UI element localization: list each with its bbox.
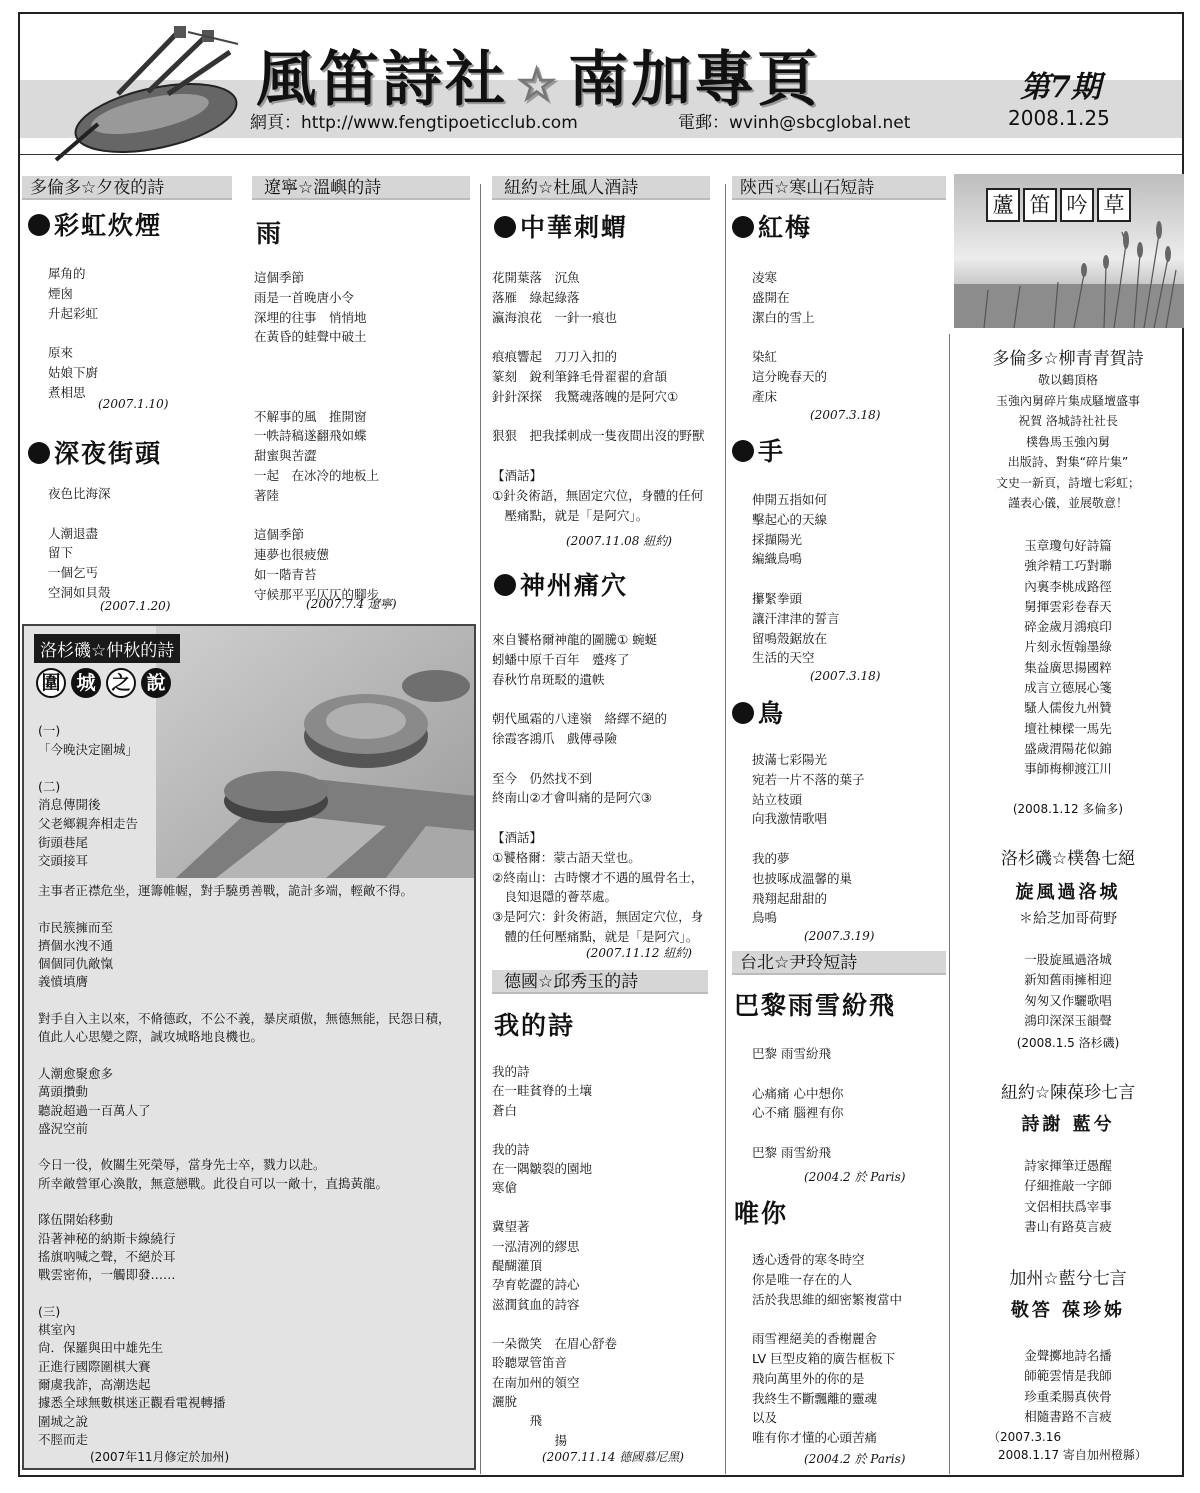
poem-line (752, 1309, 902, 1329)
col4-poem4-title: 巴黎雨雪紛飛 (734, 991, 897, 1020)
poem-line: 壓痛點，就是「是阿穴」。 (492, 507, 649, 523)
poem-line: 寒傖 (492, 1180, 518, 1196)
poem-line: 爾虞我詐，高潮迭起 (38, 1377, 151, 1393)
poem-line (48, 504, 111, 524)
dedication-line: 謹表心儀，並展敬意！ (1007, 496, 1128, 510)
col4-poem2-date: (2007.3.18) (810, 669, 881, 683)
bagpipe-illustration (38, 22, 258, 162)
poem-line: 攥緊拳頭 (752, 590, 803, 606)
poem-line: ①饕格爾：蒙古語天堂也。 (492, 849, 641, 865)
poem-line (752, 1064, 843, 1084)
col3-poem1-date: (2007.11.08 紐約) (566, 534, 672, 548)
poem-line: 犀角的 (48, 266, 86, 281)
poem-line: 「今晚決定圍城」 (38, 741, 139, 757)
poem-line (38, 992, 451, 1010)
poem-line: 唯有你才懂的心頭苦痛 (752, 1430, 878, 1446)
dedication-line: 玉強內舅碎片集成騷壇盛事 (995, 393, 1140, 408)
dedication-line: 樸魯馬玉強內舅 (1025, 434, 1110, 449)
poem-line: 一帙詩稿遂翻飛如蝶 (254, 428, 367, 444)
poem-line: 擠個水洩不通 (38, 937, 114, 953)
la-title-char: 之 (106, 668, 136, 698)
reed-header-char: 吟 (1060, 188, 1094, 222)
col1-poem1-title (28, 206, 162, 242)
col1-tag: 多倫多☆夕夜的詩 (22, 176, 232, 200)
poem-line: 向我激情歌唱 (752, 811, 828, 827)
col3-tag2: 德國☆邱秀玉的詩 (492, 970, 708, 994)
right-sec4-poem-title: 敬答 葆珍姊 (1010, 1300, 1126, 1321)
poem-line: 至今 仍然找不到 (492, 770, 593, 786)
poem-line (254, 506, 379, 526)
reed-header-char: 蘆 (986, 188, 1020, 222)
poem-line: 壇社棟樑一馬先 (1024, 720, 1112, 736)
right-sec1-title: 多倫多☆柳青青賀詩 (992, 349, 1144, 369)
dedication-line: 祝賀 洛城詩社社長 (1018, 414, 1118, 428)
poem-line: 不解事的風 推開窗 (254, 408, 367, 424)
poem-line: 在黃昏的蛙聲中破土 (254, 329, 367, 345)
poem-line: 在一畦貧脊的土壤 (492, 1083, 593, 1099)
col3-poem1-body (492, 268, 705, 525)
col4-poem3-title (732, 694, 785, 730)
right-sec1-body (956, 536, 1180, 780)
poem-line: 終南山②才會叫痛的是阿穴③ (492, 790, 652, 806)
poem-line: 金聲擲地詩名播 (1024, 1348, 1112, 1363)
poem-line: 狠狠 把我揉刺成一隻夜間出沒的野獸 (492, 428, 705, 444)
col4-poem1-title (732, 208, 812, 244)
poem-line: 玉章瓊句好詩篇 (1024, 538, 1112, 553)
website-line: 網頁：http://www.fengtipoeticclub.com (250, 113, 578, 133)
poem-line: 文侶相扶爲宰事 (1024, 1198, 1112, 1214)
poem-line: 編織鳥鳴 (752, 551, 803, 567)
col4-poem1-body (752, 268, 827, 407)
poem-line: 值此人心思變之際，誠攻城略地良機也。 (38, 1029, 264, 1045)
poem-line: 以及 (752, 1410, 778, 1426)
poem-line: 在南加州的領空 (492, 1374, 580, 1390)
col1-poem2-body (48, 484, 111, 603)
poem-line: 匆匆又作驪歌唱 (1024, 992, 1112, 1008)
right-sec2-title: 洛杉磯☆樸魯七絕 (1000, 849, 1136, 869)
right-sec2-body (956, 950, 1180, 1031)
masthead-left: 風笛詩社 (256, 45, 508, 115)
col4-poem1-date: (2007.3.18) (810, 408, 881, 422)
poem-line: 採擷陽光 (752, 531, 803, 547)
bullet-icon (494, 216, 516, 238)
col3-tag: 紐約☆杜風人酒詩 (492, 176, 710, 200)
bullet-icon (28, 442, 50, 464)
poem-line: 醍醐灌頂 (492, 1258, 543, 1274)
poem-line: 隊伍開始移動 (38, 1212, 114, 1228)
star-icon: ☆ (516, 57, 561, 111)
poem-line: 主事者正襟危坐，運籌帷幄，對手驍勇善戰，詭計多端，輕敵不得。 (38, 883, 414, 898)
poem-line (254, 387, 379, 407)
poem-line: 飛 (492, 1413, 543, 1429)
poem-line: 透心透骨的寒冬時空 (752, 1252, 865, 1267)
reed-header (986, 188, 1134, 222)
poem-line: 碎金歲月鴻痕印 (1024, 619, 1112, 635)
poem-line: 騷人儒俊九州贊 (1024, 700, 1112, 716)
right-sec1-date: (2008.1.12 多倫多) (1012, 802, 1124, 816)
col4-poem3-body (752, 750, 865, 928)
poem-line: 凌寒 (752, 270, 778, 285)
col2-title: 雨 (256, 219, 284, 248)
poem-line: 瀛海浪花 一針一痕也 (492, 309, 618, 325)
poem-line: 滋潤貧血的詩容 (492, 1296, 580, 1312)
poem-line: 宛若一片不落的葉子 (752, 771, 865, 787)
poem-line: 內裏李桃成路徑 (1024, 578, 1112, 594)
poem-line: 春秋竹帛斑駁的遺帙 (492, 671, 605, 687)
poem-line: 巴黎 雨雪紛飛 (752, 1046, 831, 1061)
right-sec3-title: 紐約☆陳葆珍七言 (1000, 1083, 1136, 1103)
poem-line (752, 829, 865, 849)
reed-header-char: 草 (1097, 188, 1131, 222)
poem-line (492, 1198, 617, 1217)
poem-line: 【酒話】 (492, 829, 543, 845)
poem-line: 姑娘下廚 (48, 364, 99, 380)
poem-line: 尙．保羅與田中雄先生 (38, 1340, 164, 1356)
poem-line: 這個季節 (254, 527, 305, 543)
poem-line (492, 808, 703, 828)
poem-line: 灑脫 (492, 1393, 518, 1409)
col3-poem2-title-text: 神州痛穴 (520, 571, 629, 600)
dedication-line: 敬以鶴頂格 (1037, 373, 1098, 387)
poem-line (752, 569, 840, 589)
poem-line: 事師梅柳渡江川 (1024, 761, 1112, 777)
col4-poem2-title (732, 432, 785, 468)
poem-line: 這分晚春天的 (752, 368, 828, 384)
poem-line: 搖旗吶喊之聲，不絕於耳 (38, 1248, 176, 1264)
poem-line: 盛歲渭陽花似錦 (1024, 740, 1112, 756)
right-sec2-dedication: ＊給芝加哥荷野 (1019, 911, 1117, 927)
poem-line (492, 689, 703, 709)
col4-poem4-date: (2004.2 於 Paris) (804, 1170, 906, 1184)
poem-line: 染紅 (752, 349, 778, 365)
col4-poem2-title-text: 手 (758, 437, 786, 466)
poem-line: 今日一役，攸關生死榮辱，當身先士卒，戮力以赴。 (38, 1157, 326, 1173)
col1-poem2-title-text: 深夜街頭 (54, 439, 163, 468)
poem-line: 人潮愈聚愈多 (38, 1065, 114, 1081)
poem-line: 消息傳開後 (38, 797, 101, 813)
poem-line: 街頭巷尾 (38, 834, 89, 850)
col1-poem1-body (48, 264, 98, 403)
poem-line: 我的詩 (492, 1064, 530, 1079)
poem-line: 徐霞客鴻爪 戲傳尋險 (492, 730, 618, 746)
issue-number: 第7期 (1020, 70, 1101, 105)
la-title (36, 668, 176, 698)
la-title-char: 圍 (36, 668, 66, 698)
poem-line: 來自饕格爾神龍的圖騰① 蜿蜒 (492, 632, 658, 647)
poem-line (752, 327, 827, 347)
poem-line: LV 巨型皮箱的廣告框板下 (752, 1350, 896, 1366)
poem-line: 痕痕響起 刀刀入扣的 (492, 349, 618, 365)
la-title-char: 城 (71, 668, 101, 698)
newspaper-page (18, 12, 1184, 1477)
la-date: (2007年11月修定於加州) (90, 1450, 230, 1464)
poem-line: 人潮退盡 (48, 525, 99, 541)
poem-line (492, 1120, 617, 1139)
bullet-icon (494, 574, 516, 596)
bullet-icon (732, 440, 754, 462)
bullet-icon (28, 214, 50, 236)
poem-line: 留鳴殼鋸放在 (752, 630, 828, 646)
poem-line: 鳥鳴 (752, 910, 778, 926)
poem-line: 對手自入主以來，不脩德政，不公不義，暴戾頑傲，無德無能，民怨日積， (38, 1011, 451, 1027)
poem-line: 升起彩虹 (48, 305, 99, 321)
col4-poem4-body (752, 1044, 843, 1163)
poem-line: 書山有路莫言疲 (1024, 1218, 1112, 1234)
poem-line: 義憤填膺 (38, 974, 89, 990)
poem-line: 盛況空前 (38, 1120, 89, 1136)
col1-poem2-title (28, 434, 162, 470)
poem-line: (三) (38, 1303, 61, 1319)
poem-line: 我的詩 (492, 1141, 530, 1157)
poem-line (254, 347, 379, 367)
poem-line: 心不痛 腦裡有你 (752, 1105, 844, 1121)
la-poem-box (22, 624, 476, 1470)
column-rule (725, 184, 726, 1474)
poem-line: 聆聽眾管笛音 (492, 1355, 568, 1371)
col3-poem3-body (492, 1062, 617, 1450)
poem-line: 沿著神秘的納斯卡線繞行 (38, 1230, 176, 1246)
dedication-line: 出版詩、對集“碎片集” (1007, 455, 1129, 469)
go-game-photo (156, 626, 476, 878)
poem-line: 在一隅皺裂的園地 (492, 1161, 593, 1177)
header-rule (20, 154, 1182, 155)
col3-poem2-date: (2007.11.12 紐約) (586, 946, 692, 960)
col4-poem3-title-text: 鳥 (758, 699, 786, 728)
col3-poem1-title (494, 208, 628, 244)
poem-line: 舅揮雲彩卷春天 (1024, 598, 1112, 614)
issue-date: 2008.1.25 (1008, 106, 1110, 130)
poem-line: 連夢也很疲憊 (254, 547, 330, 563)
poem-line: 花開葉落 沉魚 (492, 270, 580, 285)
poem-line: 一個乞丐 (48, 565, 99, 581)
column-rule (480, 184, 481, 1474)
poem-line (38, 759, 138, 778)
masthead-title (256, 32, 820, 118)
poem-line: 冀望著 (492, 1219, 530, 1235)
poem-line: 夜色比海深 (48, 486, 111, 501)
poem-line: 守候那平平仄仄的腳步 (254, 586, 380, 602)
poem-line: 據悉全球無數棋迷正觀看電視轉播 (38, 1395, 226, 1411)
poem-line: 讓汗津津的誓言 (752, 610, 840, 626)
poem-line: 【酒話】 (492, 467, 543, 483)
poem-line: 你是唯一存在的人 (752, 1271, 853, 1287)
poem-line: 如一階青苔 (254, 566, 317, 582)
poem-line: 集益廣思揚國粹 (1024, 659, 1112, 675)
poem-line (38, 1193, 451, 1211)
poem-line: 棋室內 (38, 1322, 76, 1338)
bullet-icon (732, 702, 754, 724)
poem-line: 飛翔起甜甜的 (752, 890, 828, 906)
column-rule (949, 334, 950, 1474)
col4-poem5-date: (2004.2 於 Paris) (804, 1452, 906, 1466)
dedication-line: 文史一新頁，詩壇七彩虹； (995, 475, 1140, 490)
poem-line: 潔白的雪上 (752, 309, 815, 325)
right-sec4-title: 加州☆藍兮七言 (1009, 1269, 1127, 1289)
poem-line: 站立枝頭 (752, 791, 803, 807)
poem-line: 深埋的往事 悄悄地 (254, 309, 367, 325)
col2-tag: 遼寧☆溫嶼的詩 (252, 176, 470, 200)
col4-tag2: 台北☆尹玲短詩 (732, 951, 946, 975)
poem-line: 擊起心的天線 (752, 511, 828, 527)
poem-line: 雨雪裡絕美的香榭麗舍 (752, 1331, 878, 1347)
poem-line (492, 327, 705, 347)
masthead-right: 南加專頁 (568, 45, 821, 115)
poem-line: 盛開在 (752, 289, 790, 305)
col1-poem2-date: (2007.1.20) (100, 599, 171, 613)
poem-line: 一泓清冽的繆思 (492, 1238, 580, 1254)
poem-line: 珍重柔腸真俠骨 (1024, 1388, 1112, 1404)
col3-poem2-title (494, 566, 628, 602)
poem-line: 交頭接耳 (38, 853, 89, 869)
right-sec1-subs (956, 370, 1180, 514)
poem-line: 我的夢 (752, 850, 790, 866)
poem-line: 這個季節 (254, 270, 305, 285)
poem-line: 市民簇擁而至 (38, 919, 114, 935)
poem-line: 雨是一首晚唐小令 (254, 289, 355, 305)
poem-line: 強斧精工巧對聯 (1024, 558, 1112, 574)
right-sec2-date: (2008.1.5 洛杉磯) (1016, 1036, 1120, 1050)
col4-poem2-body (752, 490, 840, 668)
poem-line: 一朵微笑 在眉心舒卷 (492, 1335, 618, 1351)
poem-line: 針針深探 我驚魂落魄的是阿穴① (492, 388, 679, 404)
col4-poem5-title: 唯你 (734, 1199, 789, 1228)
poem-line: 留下 (48, 545, 74, 561)
right-sec3-poem-title: 詩謝 藍兮 (1021, 1114, 1115, 1135)
poem-line: 父老鄉親奔相走告 (38, 815, 139, 831)
poem-line: 心痛痛 心中想你 (752, 1085, 844, 1101)
poem-line: 活於我思維的細密繁複當中 (752, 1291, 903, 1307)
poem-line: 飛向萬里外的你的是 (752, 1370, 865, 1386)
la-body-top (38, 722, 138, 871)
poem-line: (二) (38, 778, 61, 794)
poem-line: 戰雲密佈，一觸即發…… (38, 1267, 176, 1283)
poem-line: 正進行國際圍棋大賽 (38, 1358, 151, 1374)
bullet-icon (732, 216, 754, 238)
poem-line: ③是阿穴：針灸術語，無固定穴位，身 (492, 909, 704, 925)
col2-date: (2007.7.4 遼寧) (306, 597, 397, 611)
poem-line (38, 900, 451, 918)
poem-line: 所幸敵營軍心渙散，無意戀戰。此役自可以一敵十，直搗黃龍。 (38, 1175, 389, 1191)
poem-line: 成言立德展心箋 (1024, 680, 1112, 696)
poem-line (492, 446, 705, 466)
poem-line: 煮相思 (48, 384, 86, 400)
right-sec4-date1: （2007.3.16 (988, 1430, 1062, 1444)
poem-line: 萬頭攢動 (38, 1084, 89, 1100)
col2-body (254, 268, 379, 605)
poem-line: 朝代風霜的八達嶺 絡繹不絕的 (492, 711, 668, 727)
poem-line (254, 367, 379, 387)
poem-line: 個個同仇敵愾 (38, 956, 114, 972)
poem-line: 著陸 (254, 487, 280, 503)
col4-poem5-body (752, 1250, 902, 1448)
poem-line: 甜蜜與苦澀 (254, 448, 317, 464)
poem-line: 生活的天空 (752, 650, 815, 666)
poem-line: 蒼白 (492, 1102, 518, 1118)
poem-line: 不脛而走 (38, 1431, 89, 1447)
poem-line (38, 1138, 451, 1156)
la-tag: 洛杉磯☆仲秋的詩 (34, 634, 180, 663)
poem-line: 產床 (752, 388, 778, 404)
right-sec4-date2: 2008.1.17 寄自加州橙縣） (998, 1448, 1147, 1462)
poem-line: 空洞如貝殼 (48, 584, 111, 600)
poem-line: 鴻印深深玉韻聲 (1024, 1012, 1112, 1028)
poem-line: 圍城之說 (38, 1413, 89, 1429)
poem-line: 披滿七彩陽光 (752, 752, 828, 767)
col3-poem3-title: 我的詩 (494, 1011, 576, 1040)
poem-line: 篆刻 銳利筆鋒毛骨翟翟的倉頡 (492, 368, 668, 384)
poem-line: 我終生不斷飄離的靈魂 (752, 1390, 878, 1406)
poem-line: 詩家揮筆迂愚醒 (1024, 1158, 1112, 1173)
poem-line: 巴黎 雨雪紛飛 (752, 1144, 831, 1160)
col3-poem2-body (492, 630, 703, 947)
poem-line: ①針灸術語，無固定穴位，身體的任何 (492, 487, 704, 503)
poem-line (38, 1047, 451, 1065)
col4-poem3-date: (2007.3.19) (804, 929, 875, 943)
reed-header-char: 笛 (1023, 188, 1057, 222)
poem-line (752, 1123, 843, 1143)
poem-line: (一) (38, 723, 61, 738)
poem-line: 煙囪 (48, 285, 74, 301)
poem-line: 一起 在冰冷的地板上 (254, 467, 380, 483)
poem-line: 片刻永恆翰墨綠 (1024, 639, 1112, 655)
poem-line: 伸開五指如何 (752, 492, 828, 507)
right-sec2-poem-title: 旋風過洛城 (1015, 882, 1121, 903)
col3-poem3-date: (2007.11.14 德國慕尼黑) (542, 1450, 684, 1464)
poem-line (48, 323, 98, 343)
poem-line (492, 749, 703, 769)
poem-line: 蚓蟠中原千百年 蹙疼了 (492, 651, 630, 667)
poem-line: 仔細推敲一字師 (1024, 1178, 1112, 1194)
col4-poem1-title-text: 紅梅 (758, 213, 813, 242)
la-title-char: 說 (141, 668, 171, 698)
col1-poem1-date: (2007.1.10) (98, 397, 169, 411)
poem-line: 揚 (492, 1432, 568, 1448)
col3-poem1-title-text: 中華刺蝟 (520, 213, 629, 242)
poem-line: 一股旋風過洛城 (1024, 952, 1112, 967)
poem-line (38, 1285, 451, 1303)
right-sec3-body (956, 1156, 1180, 1237)
col1-poem1-title-text: 彩虹炊煙 (54, 211, 163, 240)
poem-line (492, 1314, 617, 1333)
poem-line: 新知舊雨擁相迎 (1024, 972, 1112, 988)
email-line: 電郵：wvinh@sbcglobal.net (678, 113, 911, 133)
col4-tag: 陝西☆寒山石短詩 (732, 176, 946, 200)
poem-line: 聽說超過一百萬人了 (38, 1102, 151, 1118)
poem-line: 孕育乾澀的詩心 (492, 1277, 580, 1293)
poem-line: 良知退隱的薈萃處。 (492, 889, 618, 905)
poem-line: ②終南山：古時懷才不遇的風骨名士， (492, 869, 704, 885)
poem-line: 也披啄成溫馨的巢 (752, 870, 853, 886)
poem-line (492, 407, 705, 427)
poem-line: 原來 (48, 345, 74, 361)
poem-line: 體的任何壓痛點，就是「是阿穴」。 (492, 928, 699, 944)
poem-line: 師範雲情是我師 (1024, 1368, 1112, 1384)
la-body-bottom (38, 882, 451, 1449)
poem-line: 落雁 綠起綠落 (492, 289, 580, 305)
right-sec4-body (956, 1346, 1180, 1427)
poem-line: 相隨書路不言疲 (1024, 1408, 1112, 1424)
